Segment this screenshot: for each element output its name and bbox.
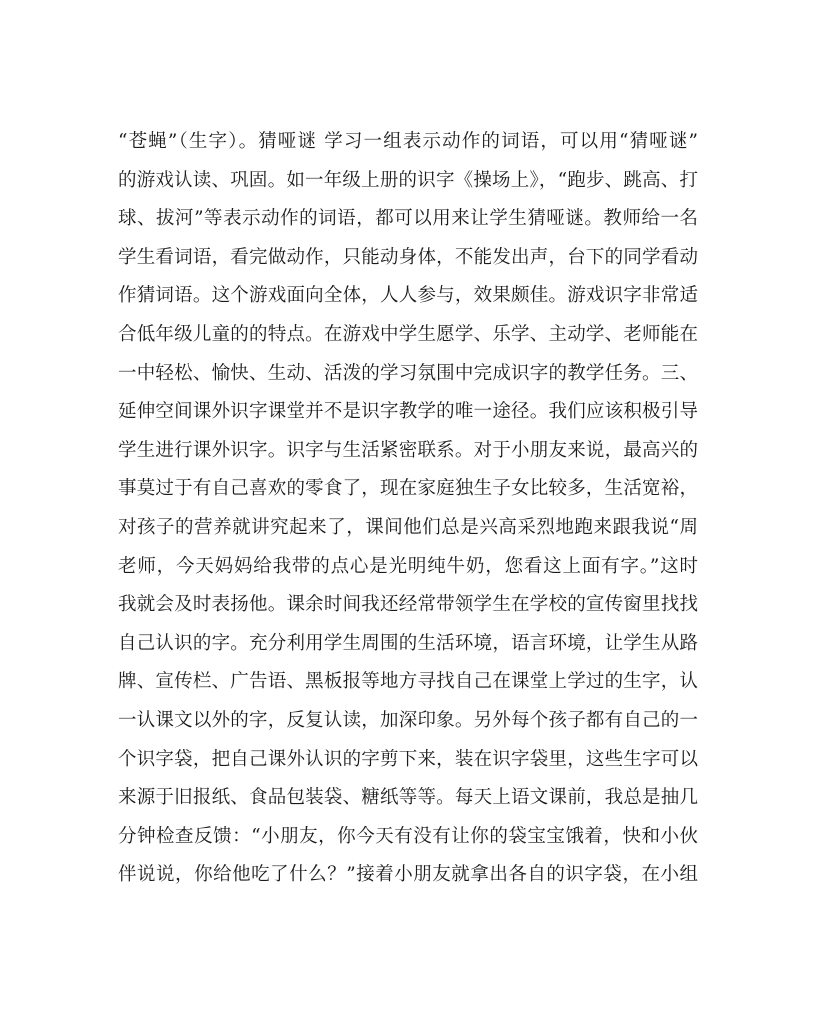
text-line: 个识字袋，把自己课外认识的字剪下来，装在识字袋里，这些生字可以 [118,748,698,770]
text-line: 的游戏认读、巩固。如一年级上册的识字《操场上》，“跑步、跳高、打 [118,169,698,191]
text-line: 球、拔河”等表示动作的词语，都可以用来让学生猜哑谜。教师给一名 [118,208,698,230]
text-line: 对孩子的营养就讲究起来了，课间他们总是兴高采烈地跑来跟我说“周 [118,516,698,538]
text-line: 学生看词语，看完做动作，只能动身体，不能发出声，台下的同学看动 [118,246,698,268]
text-line: 延伸空间课外识字课堂并不是识字教学的唯一途径。我们应该积极引导 [118,401,698,423]
text-line: 学生进行课外识字。识字与生活紧密联系。对于小朋友来说，最高兴的 [118,439,698,461]
text-line: 伴说说，你给他吃了什么？”接着小朋友就拿出各自的识字袋，在小组 [118,864,698,886]
text-line: 牌、宣传栏、广告语、黑板报等地方寻找自己在课堂上学过的生字，认 [118,671,698,693]
text-line: 分钟检查反馈：“小朋友，你今天有没有让你的袋宝宝饿着，快和小伙 [118,825,698,847]
text-line: 一中轻松、愉快、生动、活泼的学习氛围中完成识字的教学任务。三、 [118,362,698,384]
text-line: 一认课文以外的字，反复认读，加深印象。另外每个孩子都有自己的一 [118,709,698,731]
text-line: “苍蝇”（生字）。猜哑谜 学习一组表示动作的词语，可以用“猜哑谜” [118,131,698,152]
text-line: 我就会及时表扬他。课余时间我还经常带领学生在学校的宣传窗里找找 [118,594,698,616]
text-line: 来源于旧报纸、食品包装袋、糖纸等等。每天上语文课前，我总是抽几 [118,787,698,809]
text-line: 自己认识的字。充分利用学生周围的生活环境，语言环境，让学生从路 [118,632,698,654]
text-line: 老师，今天妈妈给我带的点心是光明纯牛奶，您看这上面有字。”这时 [118,555,698,577]
body-text [118,123,698,895]
text-line: 作猜词语。这个游戏面向全体，人人参与，效果颇佳。游戏识字非常适 [118,285,698,307]
text-line: 合低年级儿童的的特点。在游戏中学生愿学、乐学、主动学、老师能在 [118,323,698,345]
text-line: 事莫过于有自己喜欢的零食了，现在家庭独生子女比较多，生活宽裕， [118,478,698,500]
